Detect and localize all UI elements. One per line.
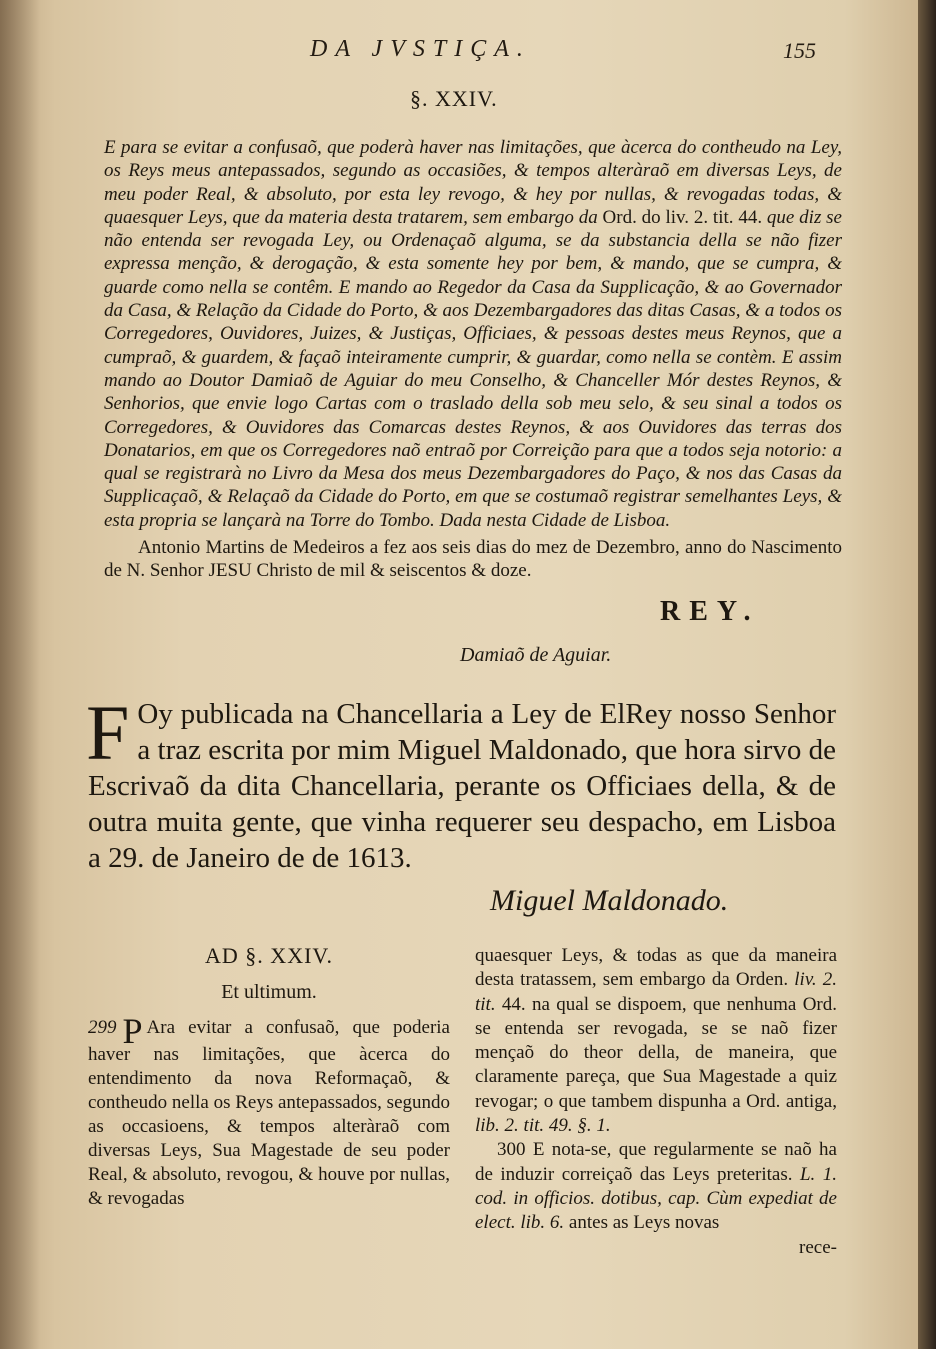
ordinance-reference: Ord. do liv. 2. tit. 44. [602,206,763,228]
citation-c: L. 1. cod. in officios. dotibus, cap. Cùm expediat de elect. lib. 6. [475,1163,837,1234]
continuation-text-b: 44. na qual se dispoem, que nenhuma Ord. se entenda ser revogada, se se naõ fizer mençaõ do theor della, de maneira, que claramente pareça, que Sua Magestade a quiz revogar; o que tambem dispunha a Ord. antiga, [475,993,837,1112]
law-text-before-ref: E para se evitar a confusaõ, que poderà haver nas limitações, que àcerca do contheudo na Ley, os Reys meus antepassados, segundo as occasiões, & tempos alteràraõ em diversas Leys, de meu poder Real, & absoluto, por esta ley revogo, & hey por nullas, & revogadas todas, & quaesquer Leys, que da materia desta tratarem, sem embargo da [104,137,842,228]
paragraph-300-text: E nota-se, que regularmente se naõ ha de induzir correiçaõ das Leys preteritas. [475,1139,837,1185]
commentary-heading: AD §. XXIV. [205,943,333,968]
running-head: DA JVSTIÇA. [310,36,531,62]
paragraph-299-text: Ara evitar a confusaõ, que poderia haver nas limitações, que àcerca do entendimento da nova Reformaçaõ, & contheudo nella os Reys antepassados, segundo as occasioens, & tempos alteràraõ com diversas Leys, Sua Magestade de seu poder Real, & absoluto, revogou, & houve por nullas, & revogadas [88,1017,450,1209]
paragraph-299 [88,1011,450,1211]
drop-cap: F [86,689,130,776]
publication-text: Oy publicada na Chancellaria a Ley de ElRey nosso Senhor a traz escrita por mim Miguel Maldonado, que hora sirvo de Escrivaõ da dita Chancellaria, perante os Officiaes della, & de outra muita gente, que vinha requerer seu despacho, em Lisboa a 29. de Janeiro de de 1613. [88,698,836,874]
commentary-subheading: Et ultimum. [221,981,317,1003]
law-text [104,136,842,532]
citation-b: lib. 2. tit. 49. §. 1. [475,1115,611,1137]
law-text-after-ref: que diz se não entenda ser revogada Ley, ou Ordenaçaõ alguma, se da substancia della se não fizer expressa menção, & derogação, & esta somente hey por bem, & mando, que se cumpra, & guarde como nella se contêm. E mando ao Regedor da Casa da Supplicação, & ao Governador da Casa, & Relação da Cidade do Porto, & aos Dezembargadores das ditas Casas, & a todos os Corregedores, Ouvidores, Juizes, & Justiças, Officiaes, & pessoas destes meus Reynos, que a cumpraõ, & guardem, & façaõ inteiramente cumprir, & guardar, como nella se contèm. E assim mando ao Doutor Damiaõ de Aguiar do meu Conselho, & Chanceller Mór destes Reynos, & Senhorios, que envie logo Cartas com o traslado della sob meu selo, & seu sinal a todos os Corregedores, & Ouvidores das Comarcas destes Reynos, & aos Ouvidores das terras dos Donatarios, em que os Corregedores naõ entraõ por Correição para que a todos seja notorio: a qual se registrarà no Livro da Mesa dos meus Dezembargadores do Paço, & nos das Casas da Supplicaçaõ, & Relaçaõ da Cidade do Porto, em que se costumaõ registrar semelhantes Leys, & esta propria se lançarà na Torre do Tombo. Dada nesta Cidade de Lisboa. [104,206,842,531]
initial-letter: P [122,1011,143,1051]
catchword: rece- [799,1236,837,1258]
scribe-signature: Miguel Maldonado. [490,884,729,917]
page-number: 155 [783,38,816,63]
gutter-shadow [0,0,40,1349]
commentary-right-column [475,944,837,1260]
paragraph-300 [475,1138,837,1235]
paragraph-300-tail: antes as Leys novas [564,1212,720,1234]
section-heading: §. XXIV. [410,86,498,111]
paragraph-number: 300 [497,1139,526,1161]
subscription-text: Antonio Martins de Medeiros a fez aos seis dias do mez de Dezembro, anno do Nascimento de N. Senhor JESU Christo de mil & seiscentos & doze. [104,537,842,581]
page-edge [918,0,936,1349]
chancellor-name: Damiaõ de Aguiar. [460,644,612,666]
publication-notice [86,689,836,876]
law-paragraph [104,136,842,532]
continuation-text-a: quaesquer Leys, & todas as que da maneira desta tratassem, sem embargo da Orden. [475,945,837,991]
subscription [104,536,842,582]
paragraph-number: 299 [88,1017,117,1038]
commentary-left-column [88,944,450,1211]
continuation-paragraph [475,944,837,1138]
citation-a: liv. 2. tit. [475,969,837,1015]
royal-signature: REY. [660,596,760,627]
